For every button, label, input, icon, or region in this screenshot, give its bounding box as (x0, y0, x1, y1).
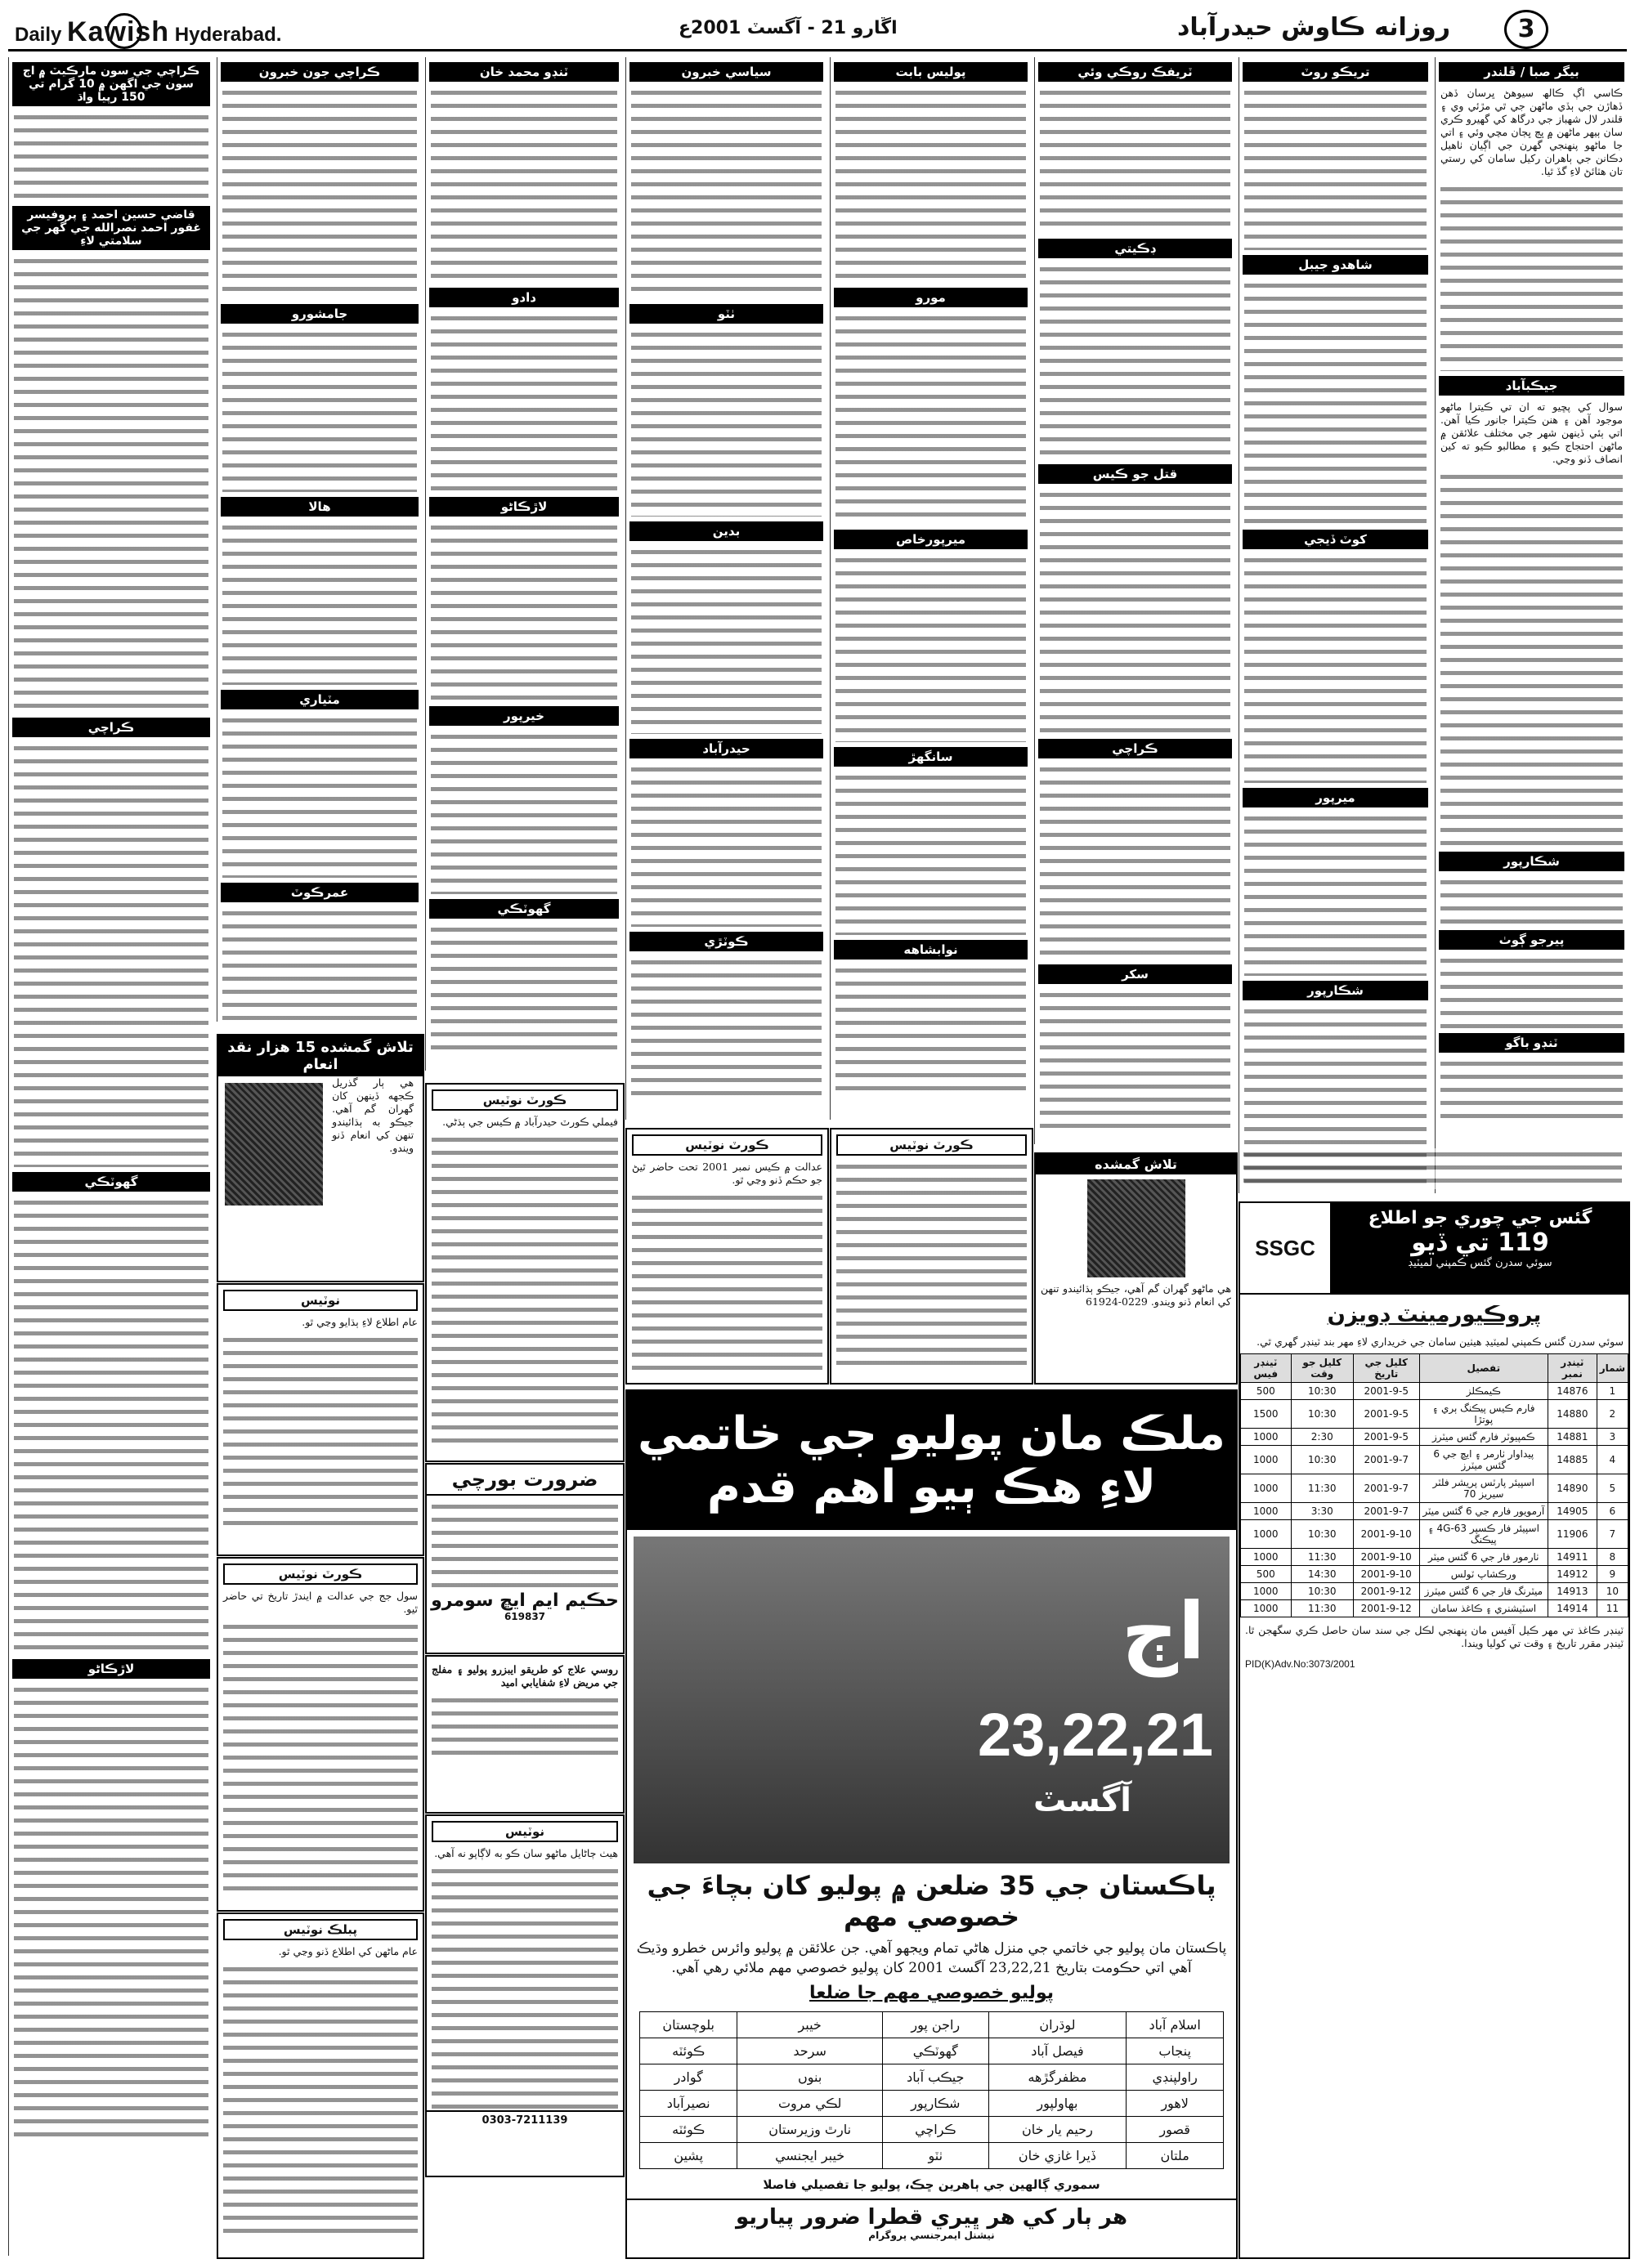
tender-cell: 14880 (1548, 1400, 1597, 1429)
news-heading: قاضي حسين احمد ۽ پروفيسر غفور احمد نصرالله جي گهر جي سلامتي لاءِ (12, 206, 210, 250)
tender-cell: 2001-9-5 (1353, 1400, 1419, 1429)
district-cell: ڪوئٽه (639, 2038, 737, 2064)
tender-cell: 2001-9-5 (1353, 1429, 1419, 1446)
news-body (14, 255, 208, 713)
news-heading: تريڪو روٽ (1243, 62, 1428, 82)
polio-footer-1: سموري ڳالهين جي ٻاهرين ڇڪ، پوليو جا تفصيلي فاصلا (763, 2177, 1100, 2192)
tender-row (1241, 1383, 1628, 1400)
ad-title: ڪورٽ نوٽيس (432, 1089, 618, 1111)
tender-cell: 4 (1597, 1446, 1628, 1474)
masthead-city: Hyderabad. (174, 24, 282, 46)
tender-cell: ورڪشاپ ٽولس (1419, 1566, 1548, 1583)
news-body (14, 1684, 208, 2141)
news-column-4 (830, 57, 1031, 1120)
news-text: ڪاسي اڳ ڪالھ سيوهڻ ڀرسان ڏهن ڏهاڙن جي ٻڏي ماڻهن جي ٿي مڙئي وي ۽ قلندر لال شهباز جي درگاھ کي گهيرو ڪري سان ٻيهر ماڻهن ۾ ڀڄ ڀڄان مچي وئي ۽ اتي جا ماڻهو پنهنجي گهرن جي اڳيان ٺاهيل دڪانن جي ٻاهران رکيل سامان کي رستي تان هٽائڻ لاءِ گڏ ٿيا. (1440, 87, 1623, 177)
tender-cell: 11:30 (1291, 1600, 1353, 1617)
news-body (14, 742, 208, 1167)
tender-cell: 10:30 (1291, 1400, 1353, 1429)
tender-cell: ڪيمڪلز (1419, 1383, 1548, 1400)
ad-text: فيملي ڪورٽ حيدرآباد ۾ ڪيس جي ٻڌڻي. (442, 1116, 618, 1128)
ad-text: هي ماڻهو گهران گم آهي، جيڪو ٻڌائيندو تنهن کي انعام ڏنو ويندو. 0229-61924 (1041, 1282, 1231, 1308)
tender-cell: 500 (1241, 1383, 1292, 1400)
urdu-masthead: روزانه ڪاوش حيدرآباد (1177, 13, 1451, 42)
news-body (222, 714, 417, 878)
ad-title: تلاش گمشده (1036, 1154, 1236, 1174)
tender-cell: 3:30 (1291, 1503, 1353, 1520)
ad-title: نوٽيس (223, 1290, 418, 1311)
tender-cell: 10:30 (1291, 1520, 1353, 1549)
news-heading: بدين (629, 521, 823, 541)
ad-text: عدالت ۾ ڪيس نمبر 2001 تحت حاضر ٿيڻ جو حڪم ڏنو وڃي ٿو. (632, 1161, 822, 1186)
district-cell: بلوچستان (639, 2012, 737, 2038)
news-heading: مورو (834, 288, 1028, 307)
news-body (431, 731, 617, 894)
tender-cell: 14876 (1548, 1383, 1597, 1400)
news-heading: عمرڪوٽ (221, 883, 419, 902)
news-body (1040, 989, 1230, 1136)
news-heading: ڪراچي (1038, 739, 1232, 758)
ad-text: عام اطلاع لاءِ ٻڌايو وڃي ٿو. (302, 1316, 418, 1328)
district-row (639, 2064, 1223, 2091)
district-cell: اسلام آباد (1127, 2012, 1224, 2038)
news-strip (1239, 1148, 1627, 1197)
ad-body (632, 1192, 822, 1371)
news-column-8 (8, 57, 213, 2256)
tender-cell: 10:30 (1291, 1383, 1353, 1400)
news-body (631, 956, 822, 1103)
tender-cell: اسپيئر پارٽس پريشر فلٽر سيريز 70 (1419, 1474, 1548, 1503)
tender-cell: 14885 (1548, 1446, 1597, 1474)
tender-cell: 2001-9-10 (1353, 1566, 1419, 1583)
district-cell: نارٿ وزيرستان (737, 2117, 882, 2143)
issue-date: اڱارو 21 - آگسٽ 2001ع (679, 18, 898, 38)
district-cell: نصيرآباد (639, 2091, 737, 2117)
news-body (1440, 876, 1623, 925)
ad-phone: 0303-7211139 (427, 2110, 623, 2129)
tender-header-cell: کليل جي تاريخ (1353, 1354, 1419, 1383)
tender-cell: 1000 (1241, 1446, 1292, 1474)
tender-row (1241, 1429, 1628, 1446)
tender-cell: 1000 (1241, 1503, 1292, 1520)
district-cell: ڏيرا غازي خان (988, 2143, 1126, 2169)
news-heading: دادو (429, 288, 619, 307)
tender-cell: 11:30 (1291, 1549, 1353, 1566)
missing-man-photo (1087, 1179, 1185, 1277)
tender-row (1241, 1503, 1628, 1520)
news-heading: خيرپور (429, 706, 619, 726)
news-body (1243, 1148, 1622, 1189)
district-cell: جيڪب آباد (882, 2064, 988, 2091)
tender-cell: 1000 (1241, 1600, 1292, 1617)
news-heading: حيدرآباد (629, 739, 823, 758)
news-body (1244, 812, 1427, 976)
ad-text: عام ماڻهن کي اطلاع ڏنو وڃي ٿو. (278, 1945, 418, 1957)
district-cell: گهوٽڪي (882, 2038, 988, 2064)
ad-title: ڪورٽ نوٽيس (632, 1134, 822, 1156)
tender-row (1241, 1600, 1628, 1617)
wanted-ad (425, 1463, 625, 1654)
tender-cell: 2001-9-12 (1353, 1583, 1419, 1600)
ad-subtitle: حڪيم ايم ايڇ سومرو (431, 1590, 619, 1611)
news-heading: پوليس بابت (834, 62, 1028, 82)
polio-today: اڄ (1121, 1586, 1205, 1677)
tender-header-cell: تفصيل (1419, 1354, 1548, 1383)
tender-cell: 1000 (1241, 1549, 1292, 1566)
news-body (631, 329, 822, 517)
district-cell: راولپنڊي (1127, 2064, 1224, 2091)
news-body (1244, 554, 1427, 783)
district-cell: فيصل آباد (988, 2038, 1126, 2064)
ssgc-tender-ad (1239, 1201, 1630, 2259)
district-row (639, 2143, 1223, 2169)
ad-text: هيٺ ڄاڻايل ماڻهو سان ڪو به لاڳاپو نه آهي. (434, 1847, 618, 1859)
tender-row (1241, 1400, 1628, 1429)
news-body (1244, 280, 1427, 525)
ad-body (223, 1621, 418, 1899)
district-cell: پنجاب (1127, 2038, 1224, 2064)
news-heading: ٺٽو (629, 304, 823, 324)
tender-cell: ٺارمور فار جي 6 گئس ميٽر (1419, 1549, 1548, 1566)
ad-body (432, 1694, 618, 1760)
district-row (639, 2091, 1223, 2117)
ssgc-gas-theft (1332, 1203, 1628, 1293)
news-column-2 (1239, 57, 1431, 1193)
tender-row (1241, 1446, 1628, 1474)
tender-cell: 2 (1597, 1400, 1628, 1429)
district-row (639, 2038, 1223, 2064)
news-heading: ٽنڊو باگو (1439, 1033, 1624, 1053)
tender-cell: 2001-9-10 (1353, 1549, 1419, 1566)
ssgc-title: گئس جي چوري جو اطلاع (1368, 1208, 1592, 1228)
notice-ad-2 (425, 1814, 625, 2177)
news-heading: ڊڪيتي (1038, 239, 1232, 258)
district-cell: رحيم يار خان (988, 2117, 1126, 2143)
news-column-1 (1435, 57, 1628, 1193)
district-row (639, 2012, 1223, 2038)
tender-cell: 2001-9-12 (1353, 1600, 1419, 1617)
news-heading: شڪارپور (1243, 981, 1428, 1000)
news-heading: سانگهڙ (834, 747, 1028, 767)
district-cell: پشين (639, 2143, 737, 2169)
news-heading: گهوٽڪي (429, 899, 619, 919)
district-cell: ملتان (1127, 2143, 1224, 2169)
news-heading: پيرجو ڳوٺ (1439, 930, 1624, 950)
news-body (835, 87, 1026, 283)
news-body (431, 87, 617, 283)
tender-cell: 2001-9-7 (1353, 1474, 1419, 1503)
news-body (1440, 1058, 1623, 1123)
district-cell: بهاولپور (988, 2091, 1126, 2117)
news-heading: هالا (221, 497, 419, 517)
news-body (222, 907, 417, 1022)
news-heading: شاهدو جيبل (1243, 255, 1428, 275)
district-cell: خيبر (737, 2012, 882, 2038)
ad-body (432, 1865, 618, 2110)
news-body (431, 924, 617, 1054)
news-heading: ميرپور (1243, 788, 1428, 807)
tender-cell: 11 (1597, 1600, 1628, 1617)
ad-title: تلاش گمشده 15 هزار نقد انعام (218, 1036, 423, 1076)
tender-cell: 7 (1597, 1520, 1628, 1549)
tender-cell: 2001-9-7 (1353, 1446, 1419, 1474)
ad-body (223, 1334, 418, 1530)
ssgc-footer: ٽينڊر ڪاغذ تي مهر ڪيل آفيس مان پنهنجي لڪل جي سند سان حاصل ڪري سگهجن ٿا. ٽينڊر مقرر تاريخ ۽ وقت تي کوليا ويندا. (1245, 1624, 1624, 1649)
news-heading: ڪوٽڙي (629, 932, 823, 951)
news-heading: ٽنڊو محمد خان (429, 62, 619, 82)
news-heading: جامشورو (221, 304, 419, 324)
tender-cell: 14911 (1548, 1549, 1597, 1566)
district-cell: راجن پور (882, 2012, 988, 2038)
tender-cell: ميٽرنگ فار جي 6 گئس ميٽرز (1419, 1583, 1548, 1600)
news-body (222, 87, 417, 299)
news-heading: جيڪبآباد (1439, 376, 1624, 396)
tender-cell: 14881 (1548, 1429, 1597, 1446)
news-body (631, 87, 822, 299)
court-notice-ad-2 (217, 1557, 424, 1912)
district-cell: خيبر ايجنسي (737, 2143, 882, 2169)
tender-row (1241, 1474, 1628, 1503)
missing-man-ad (1034, 1152, 1238, 1385)
missing-person-photo (225, 1083, 323, 1206)
tender-cell: 8 (1597, 1549, 1628, 1566)
tender-cell: 1000 (1241, 1520, 1292, 1549)
district-cell: لاهور (1127, 2091, 1224, 2117)
ad-title: ڪورٽ نوٽيس (223, 1563, 418, 1585)
tender-cell: 1000 (1241, 1474, 1292, 1503)
masthead-prefix: Daily (15, 24, 62, 46)
polio-org: نيشنل ايمرجنسي پروگرام (868, 2230, 995, 2241)
hospital-ad (425, 1655, 625, 1814)
news-body (1440, 183, 1623, 371)
news-column-6 (425, 57, 622, 1071)
ad-text: هي ٻار گذريل ڪجهه ڏينهن کان گهران گم آهي. جيڪو به ٻڌائيندو تنهن کي انعام ڏنو ويندو. (332, 1076, 414, 1154)
news-heading: لاڙڪاڻو (12, 1659, 210, 1679)
tender-cell: 11906 (1548, 1520, 1597, 1549)
tender-header-cell: ٽينڊر نمبر (1548, 1354, 1597, 1383)
news-column-3 (1034, 57, 1235, 1144)
news-heading: ڪراچي جي سون مارڪيٽ ۾ اڄ سون جي اگهن ۾ 10 گرام تي 150 رپيا واڌ (12, 62, 210, 106)
ad-title: ڪورٽ نوٽيس (836, 1134, 1027, 1156)
news-body (431, 521, 617, 701)
news-body (431, 312, 617, 492)
notice-ad-1 (217, 1283, 424, 1556)
news-heading: شڪارپور (1439, 852, 1624, 871)
tender-cell: آرمويور فارم جي 6 گئس ميٽر (1419, 1503, 1548, 1520)
polio-table-title: پوليو خصوصي مهم جا ضلعا (809, 1983, 1054, 2003)
ad-body (432, 1501, 618, 1590)
ssgc-number: 119 تي ڏيو (1411, 1228, 1549, 1257)
ad-body (836, 1161, 1027, 1365)
polio-subheading: پاڪستان جي 35 ضلعن ۾ پوليو کان بچاءَ جي خصوصي مهم (647, 1870, 1216, 1932)
news-body (1040, 763, 1230, 960)
news-body (631, 763, 822, 927)
tender-cell: 2:30 (1291, 1429, 1353, 1446)
tender-table (1240, 1353, 1628, 1617)
district-cell: قصور (1127, 2117, 1224, 2143)
news-text: سوال کي پڇيو ته ان تي ڪيترا ماڻهو موجود آهن ۽ هنن ڪيترا جانور ڪيا آهن. اتي ٻئي ڏينهن شهر جي مختلف علائقن ۾ ماڻهن احتجاج ڪيو ۽ مطالبو ڪيو ته کين انصاف ڏنو وڃي. (1440, 400, 1623, 465)
court-notice-ad-1 (625, 1128, 829, 1385)
news-body (835, 312, 1026, 525)
ssgc-ref: PID(K)Adv.No:3073/2001 (1245, 1658, 1355, 1670)
tender-cell: 10 (1597, 1583, 1628, 1600)
tender-row (1241, 1583, 1628, 1600)
news-heading: ٽريفڪ روڪي وئي (1038, 62, 1232, 82)
district-cell: بنوں (737, 2064, 882, 2091)
court-notice-ad-1b (830, 1128, 1033, 1385)
ad-title: نوٽيس (432, 1821, 618, 1842)
masthead-name: Kawish (67, 16, 170, 47)
ssgc-subtitle: سوئي سدرن گئس ڪمپني لميٽيڊ (1408, 1257, 1552, 1269)
tender-cell: 14914 (1548, 1600, 1597, 1617)
ad-phone: 619837 (504, 1611, 546, 1622)
ad-body (223, 1963, 418, 2241)
ad-text: سول جج جي عدالت ۾ ايندڙ تاريخ تي حاضر ٿيو. (223, 1590, 418, 1615)
tender-cell: اسپيئر فار ڪسپر 63-4G ۽ پيڪنگ (1419, 1520, 1548, 1549)
ad-text: روسي علاج کو طريقو ايبزرو پوليو ۽ مفلج جي مريض لاءِ شفايابي اميد (432, 1663, 618, 1689)
polio-month: آگسٽ (1033, 1782, 1131, 1819)
news-body (835, 554, 1026, 742)
tender-cell: 2001-9-5 (1353, 1383, 1419, 1400)
news-column-7 (217, 57, 422, 1022)
tender-cell: فارم ڪيس پيڪنگ ٻري ۽ پوتڙا (1419, 1400, 1548, 1429)
news-body (835, 964, 1026, 1095)
tender-row (1241, 1549, 1628, 1566)
news-body (222, 329, 417, 492)
news-heading: سکر (1038, 964, 1232, 984)
newspaper-page (8, 8, 1627, 2260)
ad-title: ضرورت بورچي (427, 1465, 623, 1496)
tender-cell: 10:30 (1291, 1583, 1353, 1600)
news-column-5 (625, 57, 826, 1120)
news-heading: مٽياري (221, 690, 419, 709)
tender-header-cell: کليل جو وقت (1291, 1354, 1353, 1383)
tender-row (1241, 1566, 1628, 1583)
news-body (835, 772, 1026, 935)
tender-cell: 500 (1241, 1566, 1292, 1583)
news-body (1440, 955, 1623, 1028)
tender-cell: 14913 (1548, 1583, 1597, 1600)
polio-photo (634, 1537, 1230, 1863)
missing-reward-ad (217, 1034, 424, 1282)
tender-cell: 5 (1597, 1474, 1628, 1503)
news-heading: ميرپورخاص (834, 530, 1028, 549)
district-cell: لڪي مروت (737, 2091, 882, 2117)
tender-cell: 14:30 (1291, 1566, 1353, 1583)
ssgc-header (1240, 1203, 1628, 1295)
masthead (8, 8, 1627, 51)
district-cell: سرحد (737, 2038, 882, 2064)
news-heading: نوابشاهه (834, 940, 1028, 960)
news-heading: گهوٽڪي (12, 1172, 210, 1192)
news-heading: بيگر صبا / ڦلندر (1439, 62, 1624, 82)
district-cell: ڪوئٽه (639, 2117, 737, 2143)
polio-district-table (639, 2011, 1224, 2169)
tender-cell: 14912 (1548, 1566, 1597, 1583)
polio-footer-2: هر ٻار کي هر ڀيري قطرا ضرور پياريو (627, 2199, 1236, 2230)
ad-body (432, 1134, 618, 1444)
news-body (1244, 87, 1427, 250)
tender-cell: 6 (1597, 1503, 1628, 1520)
tender-cell: 1 (1597, 1383, 1628, 1400)
tender-cell: 10:30 (1291, 1446, 1353, 1474)
tender-cell: 1000 (1241, 1429, 1292, 1446)
news-body (1040, 489, 1230, 734)
ssgc-division: پروڪيورمينٽ ڊويزن (1327, 1303, 1542, 1327)
tender-header-cell: شمار (1597, 1354, 1628, 1383)
tender-cell: 11:30 (1291, 1474, 1353, 1503)
district-row (639, 2117, 1223, 2143)
tender-cell: پيداوار ٺارمر ۽ ايڇ جي 6 گئس ميٽرز (1419, 1446, 1548, 1474)
district-cell: لوڌران (988, 2012, 1126, 2038)
tender-cell: 1000 (1241, 1583, 1292, 1600)
tender-row (1241, 1520, 1628, 1549)
news-body (1440, 471, 1623, 847)
polio-text: پاڪستان مان پوليو جي خاتمي جي منزل هاڻي تمام ويجهو آهي. جن علائقن ۾ پوليو وائرس خطرو وڌيڪ آهي اتي حڪومت بتاريخ 23,22,21 آگسٽ 2001 کان پوليو خصوصي مهم ملائي رهي آهي. (636, 1940, 1227, 1976)
ad-title: پبلڪ نوٽيس (223, 1919, 418, 1940)
news-heading: ڪراچي جون خبرون (221, 62, 419, 82)
news-heading: کوٽ ڏيجي (1243, 530, 1428, 549)
news-body (222, 521, 417, 685)
tender-cell: 14890 (1548, 1474, 1597, 1503)
tender-cell: اسٽيشنري ۽ ڪاغذ سامان (1419, 1600, 1548, 1617)
tender-cell: 1500 (1241, 1400, 1292, 1429)
news-heading: ڪراچي (12, 718, 210, 737)
court-notice-ad-3 (425, 1083, 625, 1462)
ssgc-logo: SSGC (1240, 1203, 1332, 1293)
english-masthead (15, 16, 281, 48)
ssgc-intro: سوئي سدرن گئس ڪمپني لميٽيڊ هيٺين سامان جي خريداري لاءِ مهر بند ٽينڊر گهري ٿي. (1256, 1335, 1624, 1348)
district-cell: شڪارپور (882, 2091, 988, 2117)
tender-cell: 9 (1597, 1566, 1628, 1583)
news-body (631, 546, 822, 734)
district-cell: مظفرگڙهه (988, 2064, 1126, 2091)
tender-cell: 3 (1597, 1429, 1628, 1446)
news-heading: لاڙڪاڻو (429, 497, 619, 517)
tender-cell: ڪمپيوٽر فارم گئس ميٽرز (1419, 1429, 1548, 1446)
page-number: 3 (1504, 10, 1548, 49)
tender-cell: 2001-9-7 (1353, 1503, 1419, 1520)
news-body (14, 1197, 208, 1654)
district-cell: ڪراچي (882, 2117, 988, 2143)
news-body (1040, 87, 1230, 234)
tender-cell: 14905 (1548, 1503, 1597, 1520)
district-cell: ٺٽو (882, 2143, 988, 2169)
news-body (14, 111, 208, 201)
news-heading: سياسي خبرون (629, 62, 823, 82)
news-body (1040, 263, 1230, 459)
tender-header-cell: ٽينڊر فيس (1241, 1354, 1292, 1383)
tender-cell: 2001-9-10 (1353, 1520, 1419, 1549)
polio-dates: 23,22,21 (977, 1701, 1213, 1769)
public-notice-ad (217, 1912, 424, 2259)
news-heading: قتل جو ڪيس (1038, 464, 1232, 484)
district-cell: گوادر (639, 2064, 737, 2091)
polio-banner: ملڪ مان پوليو جي خاتمي لاءِ هڪ ٻيو اهم قدم (627, 1391, 1236, 1530)
polio-campaign-ad (625, 1389, 1238, 2259)
